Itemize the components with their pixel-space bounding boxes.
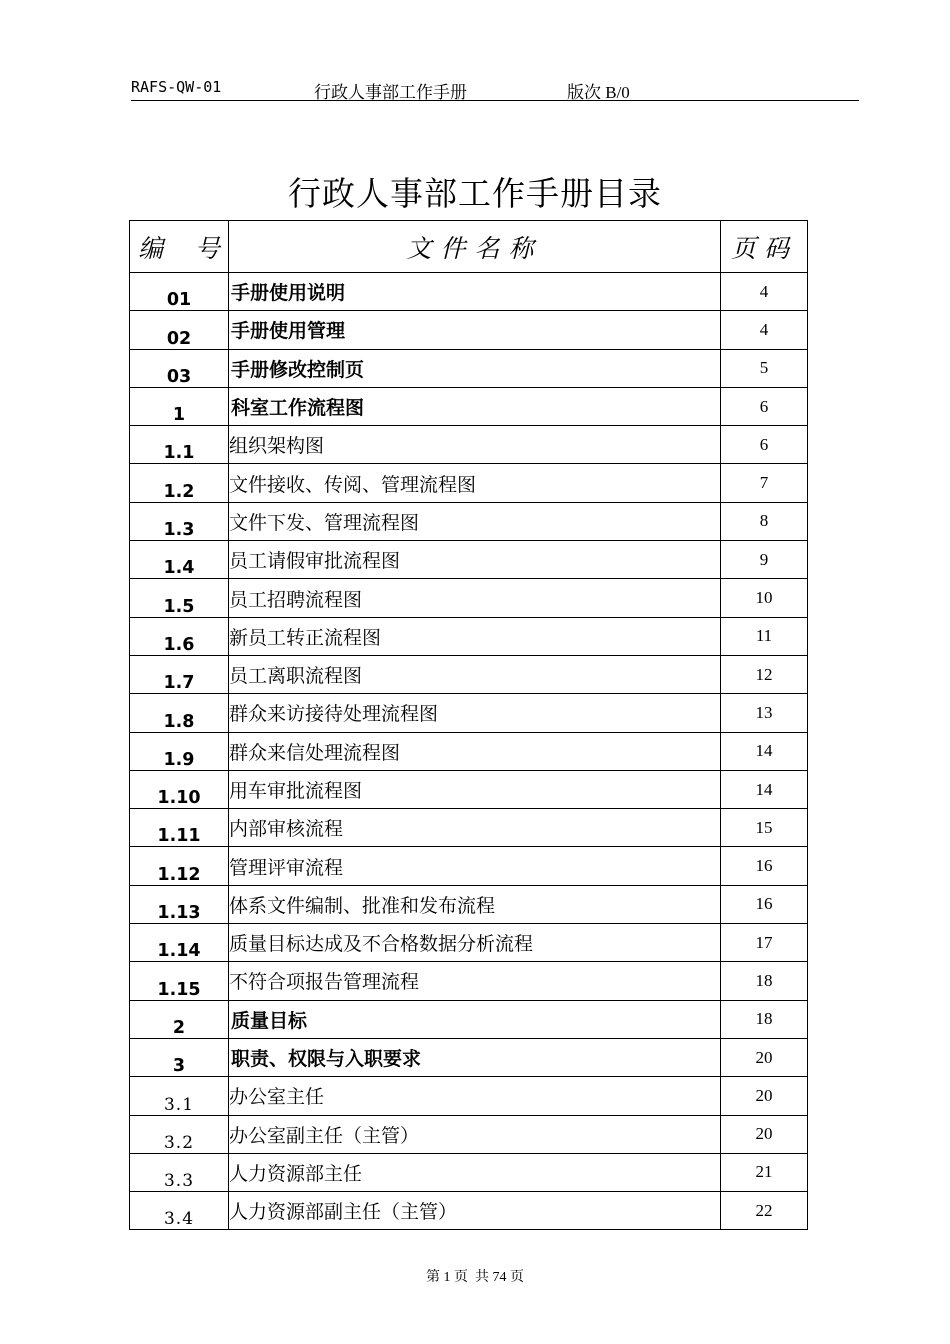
toc-page-number: 16 (721, 885, 808, 923)
toc-body (130, 273, 808, 1230)
toc-number: 1.8 (130, 694, 229, 732)
version-label: 版次 B/0 (567, 83, 630, 102)
toc-number: 1.1 (130, 426, 229, 464)
toc-header-row (130, 221, 808, 273)
toc-entry-name: 内部审核流程 (229, 809, 721, 847)
toc-row (130, 273, 808, 311)
toc-page-number: 8 (721, 502, 808, 540)
toc-row (130, 1077, 808, 1115)
toc-number: 1.6 (130, 617, 229, 655)
toc-row (130, 311, 808, 349)
toc-entry-name: 办公室主任 (229, 1077, 721, 1115)
toc-row (130, 541, 808, 579)
toc-row (130, 387, 808, 425)
toc-number: 3.1 (130, 1077, 229, 1115)
toc-number: 1.3 (130, 502, 229, 540)
toc-number: 3.2 (130, 1115, 229, 1153)
toc-page-number: 20 (721, 1038, 808, 1076)
toc-row (130, 426, 808, 464)
toc-page-number: 4 (721, 273, 808, 311)
toc-row (130, 579, 808, 617)
toc-row (130, 502, 808, 540)
page-footer: 第 1 页 共 74 页 (426, 1270, 524, 1285)
toc-number: 01 (130, 273, 229, 311)
toc-entry-name: 群众来访接待处理流程图 (229, 694, 721, 732)
toc-entry-name: 质量目标 (229, 1000, 721, 1038)
toc-number: 3.3 (130, 1153, 229, 1191)
toc-page-number: 14 (721, 732, 808, 770)
toc-entry-name: 文件接收、传阅、管理流程图 (229, 464, 721, 502)
toc-page-number: 6 (721, 387, 808, 425)
toc-number: 03 (130, 349, 229, 387)
toc-entry-name: 人力资源部主任 (229, 1153, 721, 1191)
toc-row (130, 1115, 808, 1153)
toc-row (130, 809, 808, 847)
toc-page-number: 18 (721, 1000, 808, 1038)
toc-entry-name: 办公室副主任（主管） (229, 1115, 721, 1153)
toc-row (130, 617, 808, 655)
toc-row (130, 349, 808, 387)
toc-entry-name: 组织架构图 (229, 426, 721, 464)
toc-page-number: 20 (721, 1077, 808, 1115)
toc-row (130, 885, 808, 923)
toc-row (130, 1000, 808, 1038)
toc-number: 1.11 (130, 809, 229, 847)
toc-number: 1.15 (130, 962, 229, 1000)
toc-number: 1.5 (130, 579, 229, 617)
toc-row (130, 655, 808, 693)
toc-page-number: 18 (721, 962, 808, 1000)
page-title: 行政人事部工作手册目录 (288, 174, 662, 213)
toc-page-number: 9 (721, 541, 808, 579)
toc-row (130, 847, 808, 885)
toc-entry-name: 员工离职流程图 (229, 655, 721, 693)
toc-entry-name: 手册使用管理 (229, 311, 721, 349)
toc-entry-name: 质量目标达成及不合格数据分析流程 (229, 924, 721, 962)
toc-number: 1.14 (130, 924, 229, 962)
toc-entry-name: 员工请假审批流程图 (229, 541, 721, 579)
toc-page-number: 22 (721, 1192, 808, 1230)
toc-entry-name: 人力资源部副主任（主管） (229, 1192, 721, 1230)
manual-name: 行政人事部工作手册 (314, 83, 467, 102)
toc-entry-name: 新员工转正流程图 (229, 617, 721, 655)
toc-page-number: 10 (721, 579, 808, 617)
toc-page-number: 5 (721, 349, 808, 387)
toc-row (130, 1153, 808, 1191)
toc-page-number: 7 (721, 464, 808, 502)
toc-entry-name: 群众来信处理流程图 (229, 732, 721, 770)
header-name: 文件名称 (229, 221, 721, 273)
toc-entry-name: 不符合项报告管理流程 (229, 962, 721, 1000)
toc-number: 02 (130, 311, 229, 349)
toc-entry-name: 员工招聘流程图 (229, 579, 721, 617)
toc-entry-name: 用车审批流程图 (229, 770, 721, 808)
toc-page-number: 13 (721, 694, 808, 732)
toc-page-number: 16 (721, 847, 808, 885)
toc-row (130, 732, 808, 770)
toc-entry-name: 文件下发、管理流程图 (229, 502, 721, 540)
toc-page-number: 11 (721, 617, 808, 655)
toc-entry-name: 职责、权限与入职要求 (229, 1038, 721, 1076)
toc-row (130, 1192, 808, 1230)
toc-number: 1.2 (130, 464, 229, 502)
doc-code: RAFS-QW-01 (131, 78, 222, 96)
toc-entry-name: 科室工作流程图 (229, 387, 721, 425)
toc-entry-name: 手册修改控制页 (229, 349, 721, 387)
toc-number: 3.4 (130, 1192, 229, 1230)
toc-row (130, 1038, 808, 1076)
toc-page-number: 17 (721, 924, 808, 962)
toc-row (130, 694, 808, 732)
toc-page-number: 15 (721, 809, 808, 847)
toc-page-number: 14 (721, 770, 808, 808)
toc-number: 1.13 (130, 885, 229, 923)
header-number: 编 号 (130, 221, 229, 273)
toc-number: 2 (130, 1000, 229, 1038)
toc-page-number: 21 (721, 1153, 808, 1191)
toc-number: 1.12 (130, 847, 229, 885)
toc-page-number: 12 (721, 655, 808, 693)
toc-entry-name: 体系文件编制、批准和发布流程 (229, 885, 721, 923)
toc-row (130, 924, 808, 962)
toc-number: 1 (130, 387, 229, 425)
toc-number: 1.9 (130, 732, 229, 770)
toc-number: 1.7 (130, 655, 229, 693)
toc-number: 1.10 (130, 770, 229, 808)
toc-table (129, 220, 808, 1230)
toc-number: 3 (130, 1038, 229, 1076)
header-page: 页码 (721, 221, 808, 273)
toc-page-number: 6 (721, 426, 808, 464)
toc-row (130, 464, 808, 502)
toc-page-number: 4 (721, 311, 808, 349)
toc-row (130, 770, 808, 808)
toc-row (130, 962, 808, 1000)
toc-entry-name: 管理评审流程 (229, 847, 721, 885)
toc-page-number: 20 (721, 1115, 808, 1153)
toc-entry-name: 手册使用说明 (229, 273, 721, 311)
page-header (131, 74, 859, 101)
toc-number: 1.4 (130, 541, 229, 579)
